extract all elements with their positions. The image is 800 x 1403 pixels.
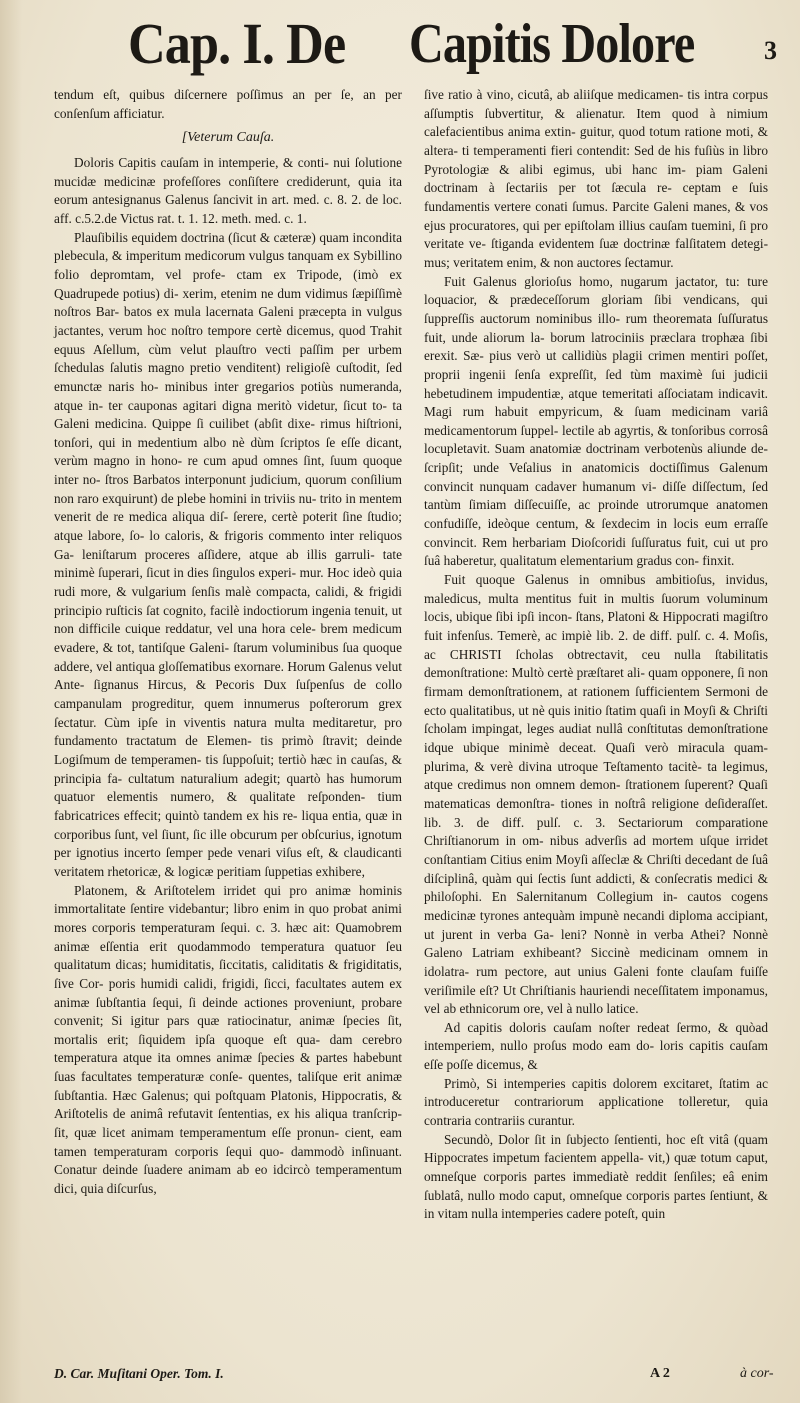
header-left-title: Cap. I. De <box>128 11 346 76</box>
paragraph: ſive ratio à vino, cicutâ, ab aliiſque medicamen- tis intra corpus aſſumptis ſubvertitur, & alienatur. Item quod à nimium calefacientibus anima extin- guitur, quod totum ratione moti, & altera- ti temperamenti fieri contendit: Sed de his fuſiùs in libro Pyrotologiæ & alibi egimus, ubi hanc im- piam Galeni doctrinam à ſectariis per tot ſæcula re- ceptam e ſuis fundamentis vertere conati ſumus. Parcite Galeni manes, & vos ejus procuratores, qui per epiſtolam illius cauſam tuemini, ſi pro veritate ve- ſtiganda evidentem ſuæ doctrinæ falſitatem detegi- mus; veritatem enim, & non auctores ſectamur. <box>424 87 768 270</box>
paragraph: Secundò, Dolor ſit in ſubjecto ſentienti, hoc eſt vitâ (quam Hippocrates impetum facientem appella- vit,) quæ totum caput, omneſque corporis partes immediatè reddit ſenſiles; eâ enim ſublatâ, nullo modo caput, omneſque corporis partes ſentiunt, & in vitam nulla intemperies cadere poteſt, quin <box>424 1131 768 1222</box>
paragraph: Ad capitis doloris cauſam noſter redeat ſermo, & quòad intemperiem, nullo proſus modo eam do- loris capitis cauſam eſſe poſſe dicemus, & <box>424 1019 768 1073</box>
opening-text: tendum eſt, quibus diſcernere poſſimus an per ſe, an per conſenſum afficiatur. <box>54 87 402 121</box>
paragraph: Fuit Galenus glorioſus homo, nugarum jactator, tu: ture loquacior, & prædeceſſorum gloriam ſibi vendicans, qui ſuppreſſis auctorum nominibus illo- rum theoremata ſuſſuratus fuit, unde aliorum la- borum latrociniis præclara trophæa ſibi erexit. Sæ- pius verò ut callidiùs plagii crimen mentiri poſſet, proprii ingenii ſenſa expreſſit, ſed tùm maximè ſui judicii hebetudinem impudentiæ, atque temeritati aſſociatam indicavit. Magi rum habuit empyricum, & ſuam medicinam variâ medicamentorum ſuppel- lectile ab agyrtis, & tonſoribus corrosâ locupletavit. Suam anatomiæ doctrinam verbotenùs aliunde de- ſcripſit; unde Veſalius in anatomicis doctiſſimus Galenum convincit nunquam cadaver humanum vi- diſſe diſſectum, ſed tantùm ſimiam diſſecuiſſe, ac proinde utrorumque anatomen confudiſſe, ideòque centum, & ſexdecim in locis eum erraſſe convincit. Rem herbariam Dioſcoridi ſuſſuratus fuit, cui ut pro ſuâ haberetur, qualitatum elementarium gradus con- finxit. <box>424 273 768 569</box>
left-column <box>54 86 402 1199</box>
catchword: à cor- <box>740 1366 774 1381</box>
footer-volume-line: D. Car. Muſitani Oper. Tom. I. <box>54 1366 224 1381</box>
section-title: [Veterum Cauſa. <box>181 130 275 146</box>
paragraph: Plauſibilis equidem doctrina (ſicut & cæteræ) quam incondita plebecula, & imperitum medicorum vulgus tanquam ex Sybillino folio depromtam, vel profe- ctam ex Tripode, (imò ex Quadrupede potius) di- xerim, etenim ne dum vidimus ſæpiſſimè noſtros Bar- batos ex mula lacernata Galeni præcepta in vulgus jactantes, verum hoc noſtro tempore certè dicemus, quod Trahit equus Aſellum, cùm velut plauſtro vecti paſſim per urbem ſchedulas ſalutis magno pretio venditent) religioſè cuſtodit, ſed emunctæ naris ho- minibus inter gregarios potiùs numeranda, atque in- ter cauponas agitari digna meritò videtur, ſicut to- ta Galeni medicina. Quippe ſi cuilibet (abſit dixe- rimus hiſtrioni, tonſori, qui in medentium albo nè dùm ſcriptos ſe eſſe dicant, verùm magno in hono- re cum apud omnes ſint, ſuum quoque inter no- ſtros Barbatos interponunt judicium, quorum conſilium non raro exquirunt) de plebe homini in triviis nu- trito in mentem venerit de re medica aliqua diſ- ſerere, certè poterit ſine ſtudio; atque labore, ſo- lo caloris, & frigoris commento inter reliquos Ga- leniſtarum proceres aſſidere, atque ab illis garruli- tate minimè ſuperari, ſicut in dies ſingulos experi- mur. Hoc ideò quia rudi more, & vulgarium ſenſis malè compacta, calidi, & frigidi principio ruſticis ſat cognito, facilè indoctiorum ingenia tenuit, ut non difficile cuique reddatur, vel una hora cele- brem medicum evadere, & tot, tantiſque Galeni- ſtarum voluminibus ſua quoque addere, vel antiqua gloſſematibus exornare. Horum Galenus velut Ante- ſignanus Hircus, & Pecoris Dux ſuſpenſus de collo campanulam progreditur, quem innumerus poſterorum grex ſectatur. Cùm ipſe in viventis natura multa meditaretur, pro fundamento tractatum de Elemen- tis primò ſtravit; deinde Logiſmum de temperamen- tis ſuppoſuit; tertiò hæc in cauſas, & principia fa- cultatum naturalium adegit; quartò has humorum quatuor elementis numero, & qualitate reſponden- tium fabricatrices effecit; quintò tandem ex his re- liqua entia, quæ in corporibus ſunt, vel ſiunt, ſic ille obcurum per obſcurius, ignotum per ignotius incerto ſemper pede venari viſus eſt, & claudicanti veritatem rhetoricæ, & logicæ peritiam ſuppetias exhibere, <box>54 229 402 879</box>
page-number: 3 <box>764 36 777 65</box>
right-column <box>424 86 768 1224</box>
running-header <box>0 10 800 82</box>
paragraph: Doloris Capitis cauſam in intemperie, & conti- nui ſolutione mucidæ medicinæ profeſſores conſiſtere crediderunt, quia ita eorum antesignanus Galenus ſancivit in art. med. c. 8. 2. de loc. aff. c.5.2.de Victus rat. t. 1. 12. meth. med. c. 1. <box>54 154 402 226</box>
paragraph: Fuit quoque Galenus in omnibus ambitioſus, invidus, maledicus, multa mentitus fuit in multis ſuorum voluminum locis, ubique ſibi ipſi incon- ſtans, Platoni & Hippocrati magiſtro fuit infenſus. Temerè, ac impiè lib. 2. de diff. pulſ. c. 4. Moſis, ac CHRISTI ſcholas obtrectavit, ceu nulla ſtabilitatis demonſtratione: Multò certè præſtaret ali- quam opponere, ſi non firmam demonſtrationem, at rationem ſufficientem Sermoni de ecto qualitatibus, ut nè quis initio ſtatim quaſi in Moyſi & Chriſti ſcholam impingat, leges audiat nullâ conſtitutas demonſtratione idque ubique minimè deceat. Quaſi verò miracula quam- plurima, & verè divina utroque Teſtamento tacitè- ta legimus, atque credimus non omnem demon- ſtrationem ſuperent? Quaſi matematicas demonſtra- tiones in noſtrâ religione deſideraſſet. lib. 3. de diff. pulſ. c. 3. Sectariorum comparatione Chriſtianorum in om- nibus adverſis ad mortem uſque irridet conſtantiam Citius enim Moyſi aſſeclæ & Chriſti decedant de ſuâ diſciplinâ, quàm qui ſectis ſunt addicti, & conſecratis medici & philoſophi. En Salernitanum Collegium in- cautos cogens medicinæ tyrones antequàm impunè necandi diploma accipiant, ut jurent in verba Ga- leni? Nonnè in verba Athei? Nonnè Galeno Latriam exhibeant? Siccinè medicinam omnem in idolatra- rum pectore, aut unius Galeni fonte clauſam fuiſſe veriſimile eſt? Ut Chriſtianis hauriendi neceſſitatem imponamus, vel ab ethnicorum ore, vel à nullo latice. <box>424 572 768 1017</box>
header-right-title: Capitis Dolore <box>409 13 695 75</box>
paragraph: Primò, Si intemperies capitis dolorem excitaret, ſtatim ac introduceretur contrariorum applicatione tolleretur, quia contraria contrariis curantur. <box>424 1075 768 1129</box>
page-gutter-shadow <box>0 0 22 1403</box>
signature-mark: A 2 <box>650 1366 670 1381</box>
paragraph: Platonem, & Ariſtotelem irridet qui pro animæ hominis immortalitate ſentire videbantur; libro enim in quo probat animi mores corporis temperaturam ſequi. c. 3. hæc ait: Quamobrem animæ eſſentia erit quodammodo temperatura quatuor ſeu qualitatum dicas; humiditatis, ſiccitatis, caliditatis & frigiditatis, ſive Cor- poris humidi calidi, frigidi, ſicci, facultates autem ex animæ ſubſtantia ſequi, ſi deinde actiones proveniunt, probare convenit; Si igitur pars quæ ratiocinatur, animæ ſpecies ſit, mortalis erit; ſiquidem ipſa quoque eſt qua- dam cerebro temperatura atque ita omnes animæ ſpecies & partes habebunt ſuas facultates temperaturæ conſe- quentes, taliſque erit animæ ſubſtantia. Hæc Galenus; qui poſtquam Platonis, Hippocratis, & Ariſtotelis de animâ refutavit ſententias, ex his aliqua tranſcrip- ſit, quæ licet animam temperamentum eſſe pronun- cient, eam tamen temperaturam corporis ſequi quo- dammodò inſinuant. Conatur deinde ſuadere animam ab eo idcircò temperamentum dici, quia diſcurſus, <box>54 882 402 1197</box>
